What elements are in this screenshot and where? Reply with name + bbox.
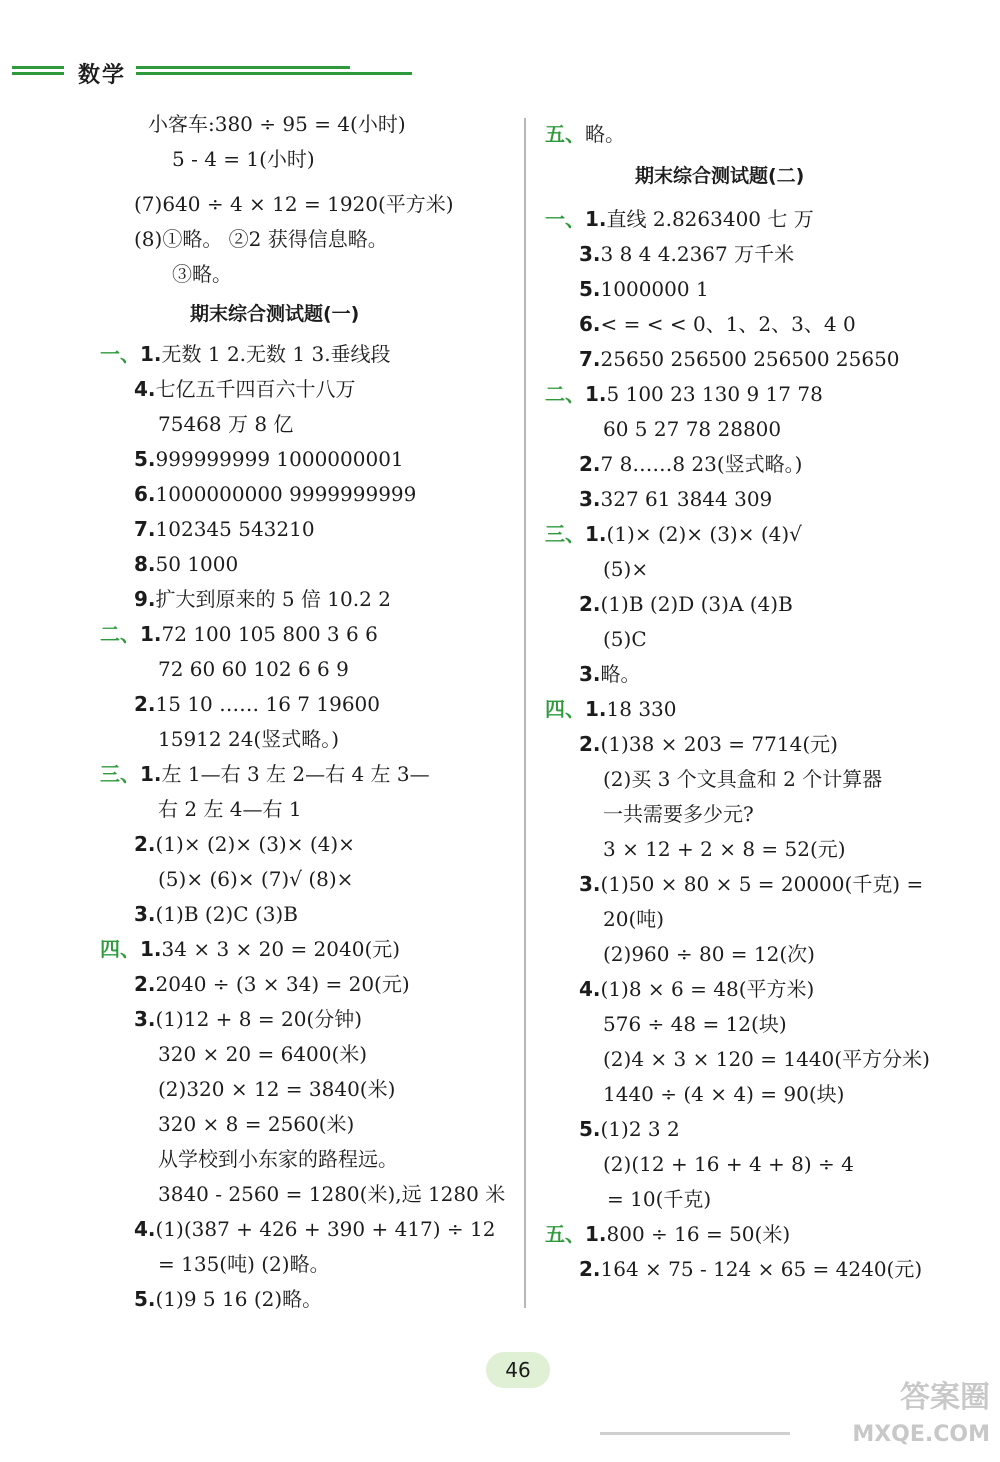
answer-text: 164 × 75 - 124 × 65 = 4240(元) — [600, 1257, 923, 1281]
answer-text: 小客车:380 ÷ 95 = 4(小时) — [148, 112, 406, 136]
section-number: 一、 — [100, 342, 140, 366]
answer-text: 3840 - 2560 = 1280(米),远 1280 米 — [158, 1182, 506, 1206]
question-number: 1. — [585, 1222, 607, 1246]
left-answer-row — [158, 1042, 367, 1066]
right-answer-row — [545, 122, 625, 146]
page-number: 46 — [486, 1352, 550, 1388]
right-section-heading: 期末综合测试题(二) — [635, 165, 805, 187]
section-number: 四、 — [100, 937, 140, 961]
answer-text: (5)× (6)× (7)√ (8)× — [158, 867, 354, 891]
left-answer-row — [134, 517, 315, 541]
answer-text: 一共需要多少元? — [603, 802, 754, 826]
right-answer-row — [603, 1012, 787, 1036]
left-answer-row — [158, 797, 302, 821]
footer-watermark-rule — [600, 1432, 790, 1435]
question-number: 6. — [579, 312, 601, 336]
right-answer-row — [579, 1117, 680, 1141]
question-number: 5. — [134, 1287, 156, 1311]
right-answer-row — [603, 1152, 854, 1176]
right-answer-row — [603, 557, 648, 581]
right-answer-row — [579, 312, 856, 336]
answer-text: 7 8……8 23(竖式略。) — [600, 452, 803, 476]
left-answer-row — [134, 972, 410, 996]
answer-text: 无数 1 2.无数 1 3.垂线段 — [161, 342, 391, 366]
question-number: 2. — [134, 972, 156, 996]
question-number: 1. — [585, 207, 607, 231]
left-answer-row — [134, 377, 356, 401]
left-answer-row — [134, 902, 298, 926]
answer-text: 从学校到小东家的路程远。 — [158, 1147, 398, 1171]
watermark-logo-text: 答案圈 — [900, 1380, 990, 1415]
answer-text: (1)B (2)D (3)A (4)B — [600, 592, 793, 616]
question-number: 3. — [579, 487, 601, 511]
answer-text: (1)B (2)C (3)B — [155, 902, 298, 926]
answer-text: (7)640 ÷ 4 × 12 = 1920(平方米) — [134, 192, 454, 216]
question-number: 8. — [134, 552, 156, 576]
answer-text: (1)2 3 2 — [600, 1117, 680, 1141]
column-divider — [524, 118, 526, 1308]
question-number: 6. — [134, 482, 156, 506]
page-header — [12, 58, 412, 94]
section-number: 五、 — [545, 1222, 585, 1246]
answer-text: 5 100 23 130 9 17 78 — [606, 382, 823, 406]
left-answer-row — [148, 112, 406, 136]
answer-text: 15912 24(竖式略。) — [158, 727, 340, 751]
section-number: 五、 — [545, 122, 585, 146]
answer-text: 15 10 …… 16 7 19600 — [155, 692, 380, 716]
right-answer-row — [579, 242, 794, 266]
answer-text: (2)买 3 个文具盒和 2 个计算器 — [603, 767, 883, 791]
answer-text: (8)①略。 ②2 获得信息略。 — [134, 227, 388, 251]
answer-text: 72 100 105 800 3 6 6 — [161, 622, 378, 646]
left-answer-row — [158, 1147, 398, 1171]
section-number: 三、 — [100, 762, 140, 786]
question-number: 4. — [134, 1217, 156, 1241]
left-answer-row — [158, 727, 339, 751]
right-answer-row — [579, 277, 709, 301]
header-rule-right-bottom — [136, 72, 412, 75]
answer-text: (1)× (2)× (3)× (4)× — [155, 832, 355, 856]
right-answer-row — [545, 1222, 790, 1246]
question-number: 5. — [579, 1117, 601, 1141]
answer-text: 999999999 1000000001 — [155, 447, 404, 471]
right-answer-row — [579, 1257, 922, 1281]
left-answer-row — [158, 412, 293, 436]
section-number: 二、 — [100, 622, 140, 646]
left-answer-row — [172, 147, 315, 171]
left-answer-row — [100, 762, 430, 786]
right-answer-row — [579, 732, 838, 756]
question-number: 5. — [579, 277, 601, 301]
right-answer-row — [579, 592, 793, 616]
question-number: 1. — [140, 937, 162, 961]
answer-text: 5 - 4 = 1(小时) — [172, 147, 315, 171]
left-answer-row — [134, 227, 388, 251]
question-number: 1. — [585, 382, 607, 406]
right-answer-row — [603, 417, 781, 441]
answer-text: (1)9 5 16 (2)略。 — [155, 1287, 323, 1311]
answer-text: 七亿五千四百六十八万 — [155, 377, 356, 401]
left-answer-row — [134, 587, 391, 611]
question-number: 3. — [134, 902, 156, 926]
left-answer-row — [134, 192, 454, 216]
answer-text: 3 8 4 4.2367 万千米 — [600, 242, 795, 266]
answer-text: (2)(12 + 16 + 4 + 8) ÷ 4 — [603, 1152, 854, 1176]
answer-text: 20(吨) — [603, 907, 665, 931]
left-answer-row — [158, 1252, 330, 1276]
right-answer-row — [603, 837, 846, 861]
right-answer-row — [579, 977, 814, 1001]
answer-text: 320 × 8 = 2560(米) — [158, 1112, 355, 1136]
answer-text: 直线 2.8263400 七 万 — [606, 207, 814, 231]
answer-text: 扩大到原来的 5 倍 10.2 2 — [155, 587, 391, 611]
section-number: 二、 — [545, 382, 585, 406]
answer-text: = 10(千克) — [607, 1187, 712, 1211]
answer-text: (1)(387 + 426 + 390 + 417) ÷ 12 — [155, 1217, 496, 1241]
question-number: 7. — [134, 517, 156, 541]
right-answer-row — [603, 1082, 844, 1106]
left-answer-row — [134, 482, 416, 506]
left-answer-row — [134, 692, 380, 716]
answer-text: 右 2 左 4—右 1 — [158, 797, 302, 821]
answer-text: 略。 — [600, 662, 641, 686]
left-answer-row — [158, 1112, 354, 1136]
question-number: 2. — [579, 452, 601, 476]
left-answer-row — [158, 657, 349, 681]
right-answer-row — [603, 1047, 930, 1071]
answer-text: 1000000 1 — [600, 277, 709, 301]
question-number: 1. — [140, 762, 162, 786]
section-number: 一、 — [545, 207, 585, 231]
answer-text: 左 1—右 3 左 2—右 4 左 3— — [161, 762, 430, 786]
answer-text: 25650 256500 256500 25650 — [600, 347, 900, 371]
right-answer-row — [579, 872, 923, 896]
left-answer-row — [100, 342, 391, 366]
answer-text: (1)8 × 6 = 48(平方米) — [600, 977, 815, 1001]
right-answer-row — [603, 907, 664, 931]
question-number: 2. — [579, 1257, 601, 1281]
right-answer-row — [545, 207, 814, 231]
question-number: 2. — [579, 732, 601, 756]
left-answer-row — [158, 1182, 505, 1206]
left-answer-row — [134, 552, 238, 576]
right-answer-row — [545, 382, 823, 406]
answer-text: (1)12 + 8 = 20(分钟) — [155, 1007, 363, 1031]
left-answer-row — [134, 832, 355, 856]
answer-text: 576 ÷ 48 = 12(块) — [603, 1012, 787, 1036]
question-number: 1. — [140, 342, 162, 366]
question-number: 3. — [134, 1007, 156, 1031]
answer-text: 75468 万 8 亿 — [158, 412, 294, 436]
right-answer-row — [579, 662, 641, 686]
left-answer-row — [134, 1007, 362, 1031]
left-answer-row — [158, 867, 353, 891]
question-number: 9. — [134, 587, 156, 611]
answer-text: ③略。 — [172, 262, 232, 286]
question-number: 4. — [579, 977, 601, 1001]
right-answer-row — [603, 942, 815, 966]
section-number: 四、 — [545, 697, 585, 721]
answer-text: (5)C — [603, 627, 647, 651]
right-answer-row — [579, 487, 772, 511]
answer-text: = 135(吨) (2)略。 — [158, 1252, 330, 1276]
answer-text: 18 330 — [606, 697, 677, 721]
answer-text: 3 × 12 + 2 × 8 = 52(元) — [603, 837, 846, 861]
answer-text: (1)× (2)× (3)× (4)√ — [606, 522, 802, 546]
answer-text: (1)50 × 80 × 5 = 20000(千克) = — [600, 872, 924, 896]
question-number: 5. — [134, 447, 156, 471]
right-answer-row — [579, 347, 900, 371]
right-answer-row — [545, 697, 677, 721]
header-rule-left-bottom — [12, 72, 64, 75]
answer-text: 60 5 27 78 28800 — [603, 417, 782, 441]
right-answer-row — [607, 1187, 711, 1211]
header-rule-left-top — [12, 66, 64, 69]
question-number: 3. — [579, 872, 601, 896]
answer-text: < = < < 0、1、2、3、4 0 — [600, 312, 856, 336]
right-answer-row — [603, 802, 754, 826]
left-answer-row — [172, 262, 232, 286]
answer-text: 800 ÷ 16 = 50(米) — [606, 1222, 791, 1246]
question-number: 1. — [140, 622, 162, 646]
answer-text: (2)960 ÷ 80 = 12(次) — [603, 942, 815, 966]
answer-text: 1440 ÷ (4 × 4) = 90(块) — [603, 1082, 845, 1106]
answer-text: 1000000000 9999999999 — [155, 482, 417, 506]
answer-text: 72 60 60 102 6 6 9 — [158, 657, 349, 681]
right-answer-row — [603, 627, 647, 651]
right-answer-row — [579, 452, 802, 476]
answer-text: 2040 ÷ (3 × 34) = 20(元) — [155, 972, 410, 996]
answer-text: 50 1000 — [155, 552, 239, 576]
question-number: 2. — [134, 832, 156, 856]
watermark-logo — [800, 1372, 990, 1452]
question-number: 4. — [134, 377, 156, 401]
answer-text: 34 × 3 × 20 = 2040(元) — [161, 937, 401, 961]
header-rule-right-top — [136, 66, 350, 69]
left-answer-row — [100, 937, 400, 961]
left-answer-row — [100, 622, 378, 646]
subject-title: 数学 — [78, 63, 127, 88]
left-answer-row — [134, 447, 404, 471]
right-answer-row — [603, 767, 882, 791]
question-number: 7. — [579, 347, 601, 371]
watermark-url: MXQE.COM — [852, 1422, 990, 1447]
answer-text: 略。 — [585, 122, 625, 146]
answer-text: 320 × 20 = 6400(米) — [158, 1042, 368, 1066]
left-answer-row — [134, 1217, 496, 1241]
answer-text: (5)× — [603, 557, 649, 581]
section-number: 三、 — [545, 522, 585, 546]
answer-text: (1)38 × 203 = 7714(元) — [600, 732, 838, 756]
left-answer-row — [158, 1077, 395, 1101]
answer-text: 327 61 3844 309 — [600, 487, 773, 511]
right-answer-row — [545, 522, 802, 546]
question-number: 2. — [579, 592, 601, 616]
left-section-heading: 期末综合测试题(一) — [190, 303, 360, 325]
answer-text: (2)4 × 3 × 120 = 1440(平方分米) — [603, 1047, 930, 1071]
answer-text: 102345 543210 — [155, 517, 315, 541]
question-number: 3. — [579, 662, 601, 686]
question-number: 2. — [134, 692, 156, 716]
question-number: 3. — [579, 242, 601, 266]
question-number: 1. — [585, 697, 607, 721]
answer-text: (2)320 × 12 = 3840(米) — [158, 1077, 396, 1101]
left-answer-row — [134, 1287, 322, 1311]
question-number: 1. — [585, 522, 607, 546]
